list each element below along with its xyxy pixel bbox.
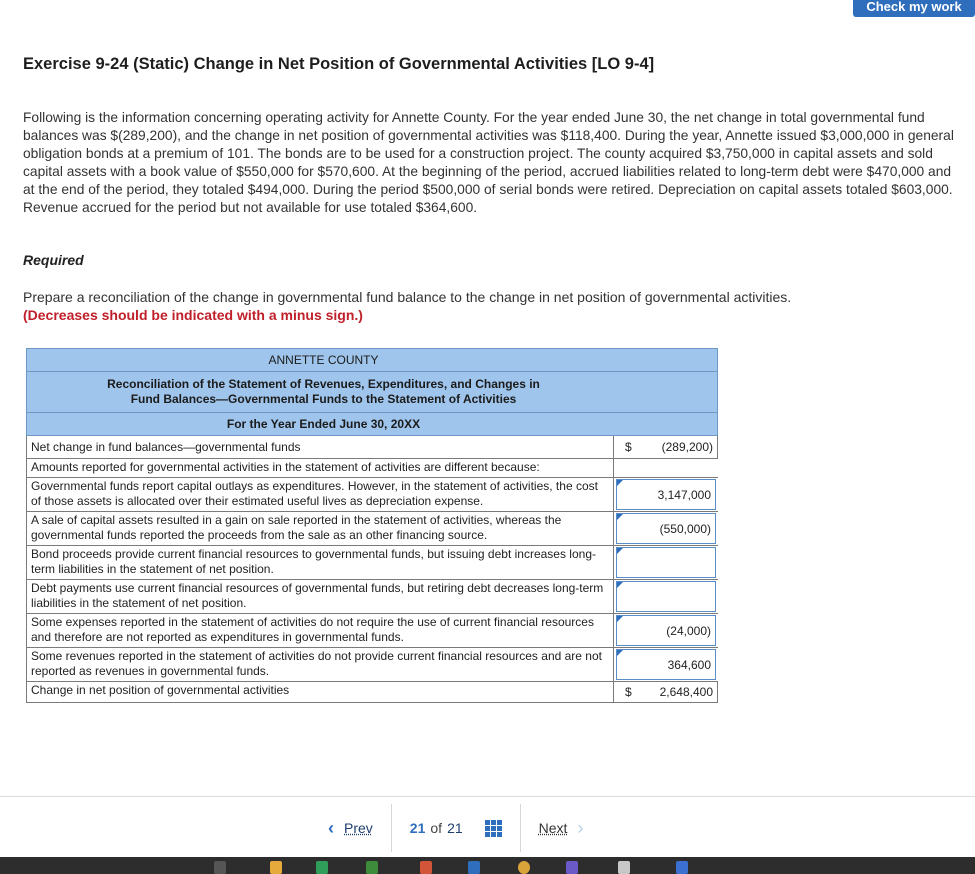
chevron-left-icon: ‹	[328, 817, 334, 838]
value-text: 3,147,000	[657, 487, 711, 502]
currency-symbol: $	[625, 440, 632, 454]
app-icon[interactable]	[566, 861, 578, 874]
prev-label: Prev	[344, 820, 373, 836]
row-value	[614, 682, 718, 702]
total-pages: 21	[447, 820, 463, 836]
row-label: Change in net position of governmental activities	[27, 682, 614, 702]
chevron-right-icon: ›	[577, 817, 584, 838]
prev-button[interactable]	[310, 804, 391, 852]
value-text: (289,200)	[661, 440, 713, 454]
table-header-statement-line2: Fund Balances—Governmental Funds to the Statement of Activities	[130, 392, 517, 406]
instruction-text: Prepare a reconciliation of the change in governmental fund balance to the change in net position of governmental activities.	[23, 289, 792, 305]
app-icon[interactable]	[214, 861, 226, 874]
required-heading: Required	[23, 252, 84, 268]
row-value	[614, 436, 718, 458]
app-icon[interactable]	[420, 861, 432, 874]
amount-input-expenses[interactable]	[616, 615, 716, 646]
app-icon[interactable]	[618, 861, 630, 874]
current-page: 21	[409, 820, 426, 836]
next-button[interactable]	[521, 804, 602, 852]
app-icon[interactable]	[676, 861, 688, 874]
row-label: Net change in fund balances—governmental funds	[27, 436, 614, 458]
row-label: A sale of capital assets resulted in a gain on sale reported in the statement of activities, whereas the governmental funds reported the proceeds from the sale as an other financing source.	[27, 512, 614, 545]
check-my-work-button[interactable]: Check my work	[853, 0, 975, 17]
table-row	[26, 648, 718, 682]
grid-icon[interactable]	[485, 820, 502, 837]
row-value-empty	[614, 459, 718, 477]
table-row	[26, 436, 718, 459]
app-icon[interactable]	[316, 861, 328, 874]
table-row-total	[26, 682, 718, 703]
value-text: 364,600	[667, 657, 711, 672]
row-label: Amounts reported for governmental activities in the statement of activities are different because:	[27, 459, 614, 477]
table-header-statement	[26, 371, 718, 412]
sign-note: (Decreases should be indicated with a minus sign.)	[23, 307, 363, 323]
app-icon[interactable]	[468, 861, 480, 874]
exercise-title: Exercise 9-24 (Static) Change in Net Position of Governmental Activities [LO 9-4]	[23, 55, 655, 73]
app-icon[interactable]	[270, 861, 282, 874]
amount-input-sale-of-assets[interactable]	[616, 513, 716, 544]
value-text: (550,000)	[659, 521, 711, 536]
value-text: 2,648,400	[659, 685, 713, 699]
value-text: (24,000)	[666, 623, 711, 638]
row-label: Governmental funds report capital outlays as expenditures. However, in the statement of activities, the cost of those assets is allocated over their estimated useful lives as depreciation expense.	[27, 478, 614, 511]
table-row	[26, 512, 718, 546]
problem-description: Following is the information concerning operating activity for Annette County. For the year ended June 30, the net change in total governmental fund balances was $(289,200), and the change in net position of governmental activities was $118,400. During the year, Annette issued $3,000,000 in general obligation bonds at a premium of 101. The bonds are to be used for a construction project. The county acquired $3,750,000 in capital assets and sold capital assets with a book value of $550,000 for $570,600. At the beginning of the period, accrued liabilities related to long-term debt were $470,000 and at the end of the period, they totaled $494,000. During the period $500,000 of serial bonds were retired. Depreciation on capital assets totaled $603,000. Revenue accrued for the period but not available for use totaled $364,600.	[23, 110, 954, 215]
currency-symbol: $	[625, 685, 632, 699]
amount-input-bond-proceeds[interactable]	[616, 547, 716, 578]
page-of: of	[430, 820, 443, 836]
page-indicator[interactable]	[392, 804, 520, 852]
taskbar	[0, 857, 975, 874]
app-icon[interactable]	[518, 861, 530, 874]
amount-input-revenues[interactable]	[616, 649, 716, 680]
table-row	[26, 546, 718, 580]
table-header-statement-line1: Reconciliation of the Statement of Revenues, Expenditures, and Changes in	[107, 377, 540, 391]
amount-input-debt-payments[interactable]	[616, 581, 716, 612]
row-label: Some expenses reported in the statement of activities do not require the use of current financial resources and therefore are not reported as expenditures in governmental funds.	[27, 614, 614, 647]
table-row	[26, 614, 718, 648]
pager-divider	[0, 796, 975, 797]
row-label: Debt payments use current financial resources of governmental funds, but retiring debt decreases long-term liabilities in the statement of net position.	[27, 580, 614, 613]
table-header-period: For the Year Ended June 30, 20XX	[26, 412, 718, 436]
table-row	[26, 580, 718, 614]
row-label: Some revenues reported in the statement of activities do not provide current financial resources and are not reported as revenues in governmental funds.	[27, 648, 614, 681]
table-row	[26, 478, 718, 512]
row-label: Bond proceeds provide current financial resources to governmental funds, but issuing debt increases long-term liabilities in the statement of net position.	[27, 546, 614, 579]
table-header-entity: ANNETTE COUNTY	[26, 348, 718, 371]
amount-input-capital-outlays[interactable]	[616, 479, 716, 510]
app-icon[interactable]	[366, 861, 378, 874]
next-label: Next	[538, 820, 568, 836]
reconciliation-table	[26, 348, 718, 703]
table-row	[26, 459, 718, 478]
pagination	[310, 804, 601, 852]
